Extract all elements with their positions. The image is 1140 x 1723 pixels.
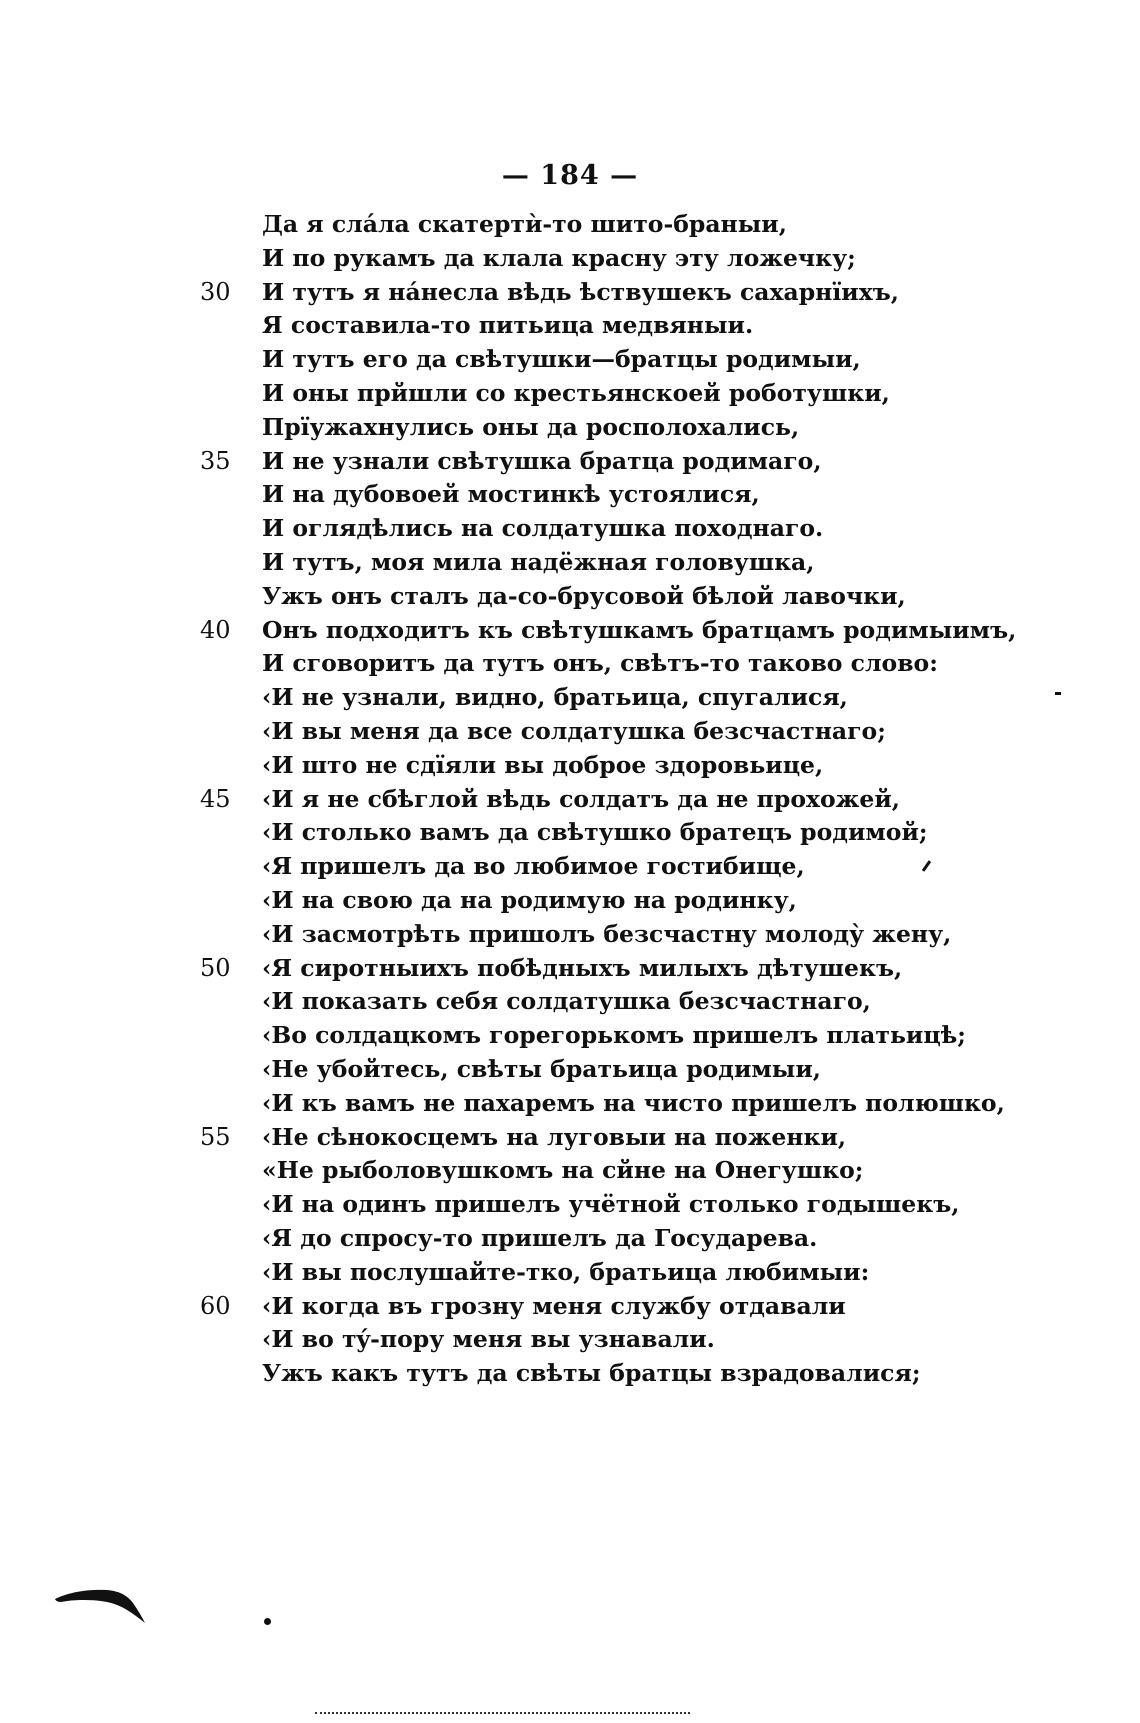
line-number: 35 [200,446,231,475]
line-text: ‹И на одинъ пришелъ учётной столько годышекъ, [262,1190,960,1219]
poem-line [0,311,1140,345]
poem-line [0,278,1140,312]
poem-line [0,345,1140,379]
line-text: И оглядѣлись на солдатушка походнаго. [262,514,824,543]
line-text: ‹Не сѣнокосцемъ на луговыи на поженки, [262,1122,847,1151]
poem-line [0,954,1140,988]
poem-line [0,649,1140,683]
line-number: 40 [200,615,231,644]
poem-line [0,717,1140,751]
line-number: 30 [200,277,231,306]
line-text: Да я слáла скатертѝ-то шито-браныи, [262,210,787,238]
line-text: ‹Во солдацкомъ горегорькомъ пришелъ платьицѣ; [262,1021,966,1050]
line-text: Ужъ какъ тутъ да свѣты братцы взрадовалися; [262,1359,921,1388]
line-text: «Не рыболовушкомъ на сйне на Онегушко; [262,1156,864,1185]
poem-line [0,1123,1140,1157]
line-text: Онъ подходитъ къ свѣтушкамъ братцамъ родимыимъ, [262,615,1017,644]
line-text: ‹И столько вамъ да свѣтушко братецъ родимой; [262,818,928,847]
poem-line [0,1156,1140,1190]
line-text: ‹И къ вамъ не пахаремъ на чисто пришелъ полюшко, [262,1088,1005,1117]
poem-line [0,548,1140,582]
poem-line [0,886,1140,920]
line-text: И тутъ его да свѣтушки—братцы родимыи, [262,345,861,374]
line-text: ‹И показать себя солдатушка безсчастнаго, [262,987,871,1016]
line-number: 50 [200,953,231,982]
page-number: — 184 — [501,160,639,191]
line-text: ‹И не узнали, видно, братьица, спугалися, [262,683,848,712]
ink-stain [55,1585,145,1625]
poem-line [0,920,1140,954]
line-text: ‹Я до спросу-то пришелъ да Государева. [262,1224,818,1252]
line-number: 45 [200,784,231,813]
line-text: ‹И вы меня да все солдатушка безсчастнаго; [262,717,886,745]
line-text: ‹Я пришелъ да во любимое гостибище, [262,852,805,881]
poem-line [0,683,1140,717]
line-text: ‹И вы послушайте-тко, братьица любимыи: [262,1257,870,1286]
line-text: ‹И когда въ грозну меня службу отдавали [262,1291,846,1320]
poem-line [0,818,1140,852]
poem-line [0,1258,1140,1292]
poem-line [0,379,1140,413]
poem-line [0,1292,1140,1326]
line-text: ‹И на свою да на родимую на родинку, [262,886,797,914]
poem-line [0,582,1140,616]
ink-speck [264,1618,271,1625]
line-text: И по рукамъ да клала красну эту ложечку; [262,243,856,272]
poem-line [0,1224,1140,1258]
line-text: И сговоритъ да тутъ онъ, свѣтъ-то таково слово: [262,649,938,678]
poem-line [0,751,1140,785]
line-number: 60 [200,1291,231,1320]
poem-line [0,1089,1140,1123]
poem-line [0,1359,1140,1393]
line-text: ‹И засмотрѣть пришолъ безсчастну молоду̀ жену, [262,919,952,948]
poem-line [0,1021,1140,1055]
poem-line [0,413,1140,447]
poem-line [0,616,1140,650]
line-text: И на дубовоей мостинкѣ устоялися, [262,480,760,509]
poem-line [0,1190,1140,1224]
poem-line [0,210,1140,244]
poem-line [0,785,1140,819]
poem-line [0,447,1140,481]
poem-line [0,514,1140,548]
line-text: ‹И во тý-пору меня вы узнавали. [262,1325,715,1354]
poem-line [0,480,1140,514]
line-text: И оны прйшли со крестьянскоей роботушки, [262,379,890,407]
line-text: Прїужахнулись оны да росполохались, [262,412,800,441]
poem-line [0,987,1140,1021]
poem-line [0,1055,1140,1089]
line-text: Я составила-то питьица медвяныи. [262,311,754,340]
line-text: ‹Я сиротныихъ побѣдныхъ милыхъ дѣтушекъ, [262,953,903,982]
ink-speck [1055,692,1061,695]
poem-line [0,852,1140,886]
line-text: ‹И я не сбѣглой вѣдь солдатъ да не прохожей, [262,784,900,813]
page-edge-mark [315,1712,690,1717]
line-text: ‹И што не сдїяли вы доброе здоровьице, [262,750,824,779]
line-text: И тутъ, моя мила надёжная головушка, [262,548,815,576]
line-text: ‹Не убойтесь, свѣты братьица родимыи, [262,1055,821,1083]
line-text: Ужъ онъ сталъ да-со-брусовой бѣлой лавочки, [262,581,906,610]
poem-line [0,1325,1140,1359]
line-text: И не узнали свѣтушка братца родимаго, [262,446,822,475]
line-text: И тутъ я нáнесла вѣдь ѣствушекъ сахарнїихъ, [262,277,899,306]
line-number: 55 [200,1122,231,1151]
poem-line [0,244,1140,278]
